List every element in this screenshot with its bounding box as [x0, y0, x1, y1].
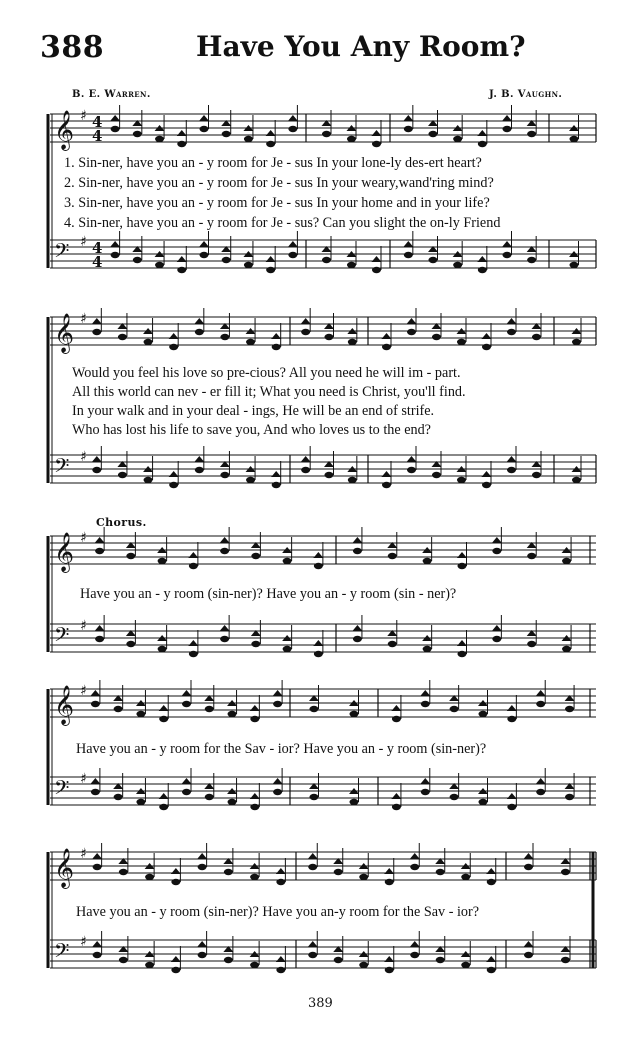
- svg-text:4: 4: [92, 239, 103, 257]
- svg-text:4: 4: [92, 127, 103, 145]
- svg-text:♯: ♯: [80, 934, 87, 950]
- svg-text:4: 4: [92, 113, 103, 131]
- verse-1-line-1: 1. Sin-ner, have you an - y room for Je - sus In your lone-ly des-ert heart?: [64, 155, 482, 171]
- page-number: 389: [308, 996, 333, 1011]
- music-system-1: [44, 100, 604, 285]
- svg-text:♯: ♯: [80, 683, 87, 699]
- svg-text:♯: ♯: [80, 771, 87, 787]
- svg-text:♯: ♯: [80, 449, 87, 465]
- composer-credit: J. B. Vaughn.: [489, 89, 563, 100]
- svg-text:𝄢: 𝄢: [54, 623, 70, 651]
- svg-text:𝄢: 𝄢: [54, 454, 70, 482]
- svg-text:𝄞: 𝄞: [54, 313, 75, 353]
- staff-notation-1: [44, 100, 604, 285]
- verse-1-line-2: Would you feel his love so pre-cious? All you need he will im - part.: [72, 365, 461, 381]
- verse-4-line-1: 4. Sin-ner, have you an - y room for Je - sus? Can you slight the on-ly Friend: [64, 215, 501, 231]
- chorus-label: Chorus.: [96, 516, 147, 529]
- hymn-number: 388: [40, 30, 105, 65]
- svg-text:♯: ♯: [80, 530, 87, 546]
- lyricist-credit: B. E. Warren.: [72, 89, 151, 100]
- verse-3-line-2: In your walk and in your deal - ings, He will be an end of strife.: [72, 403, 435, 419]
- verse-4-line-2: Who has lost his life to save you, And who loves us to the end?: [72, 422, 431, 438]
- svg-text:♯: ♯: [80, 846, 87, 862]
- svg-text:♯: ♯: [80, 311, 87, 327]
- svg-text:𝄞: 𝄞: [54, 685, 75, 725]
- svg-text:𝄢: 𝄢: [54, 776, 70, 804]
- verse-2-line-2: All this world can nev - er fill it; What you need is Christ, you'll find.: [72, 384, 466, 400]
- svg-text:𝄞: 𝄞: [54, 110, 75, 150]
- chorus-line-1: Have you an - y room (sin-ner)? Have you an - y room (sin - ner)?: [80, 586, 457, 602]
- svg-text:♯: ♯: [80, 618, 87, 634]
- chorus-line-2: Have you an - y room for the Sav - ior? Have you an - y room (sin-ner)?: [76, 741, 487, 757]
- svg-text:𝄞: 𝄞: [54, 532, 75, 572]
- svg-text:♯: ♯: [80, 234, 87, 250]
- svg-text:𝄢: 𝄢: [54, 239, 70, 267]
- svg-text:𝄢: 𝄢: [54, 939, 70, 967]
- svg-text:♯: ♯: [80, 108, 87, 124]
- verse-3-line-1: 3. Sin-ner, have you an - y room for Je - sus In your home and in your life?: [64, 195, 490, 211]
- svg-text:𝄞: 𝄞: [54, 848, 75, 888]
- hymn-title: Have You Any Room?: [196, 30, 526, 63]
- chorus-line-3: Have you an - y room (sin-ner)? Have you an-y room for the Sav - ior?: [76, 904, 480, 920]
- svg-text:4: 4: [92, 253, 103, 271]
- verse-2-line-1: 2. Sin-ner, have you an - y room for Je - sus In your weary,wand'ring mind?: [64, 175, 494, 191]
